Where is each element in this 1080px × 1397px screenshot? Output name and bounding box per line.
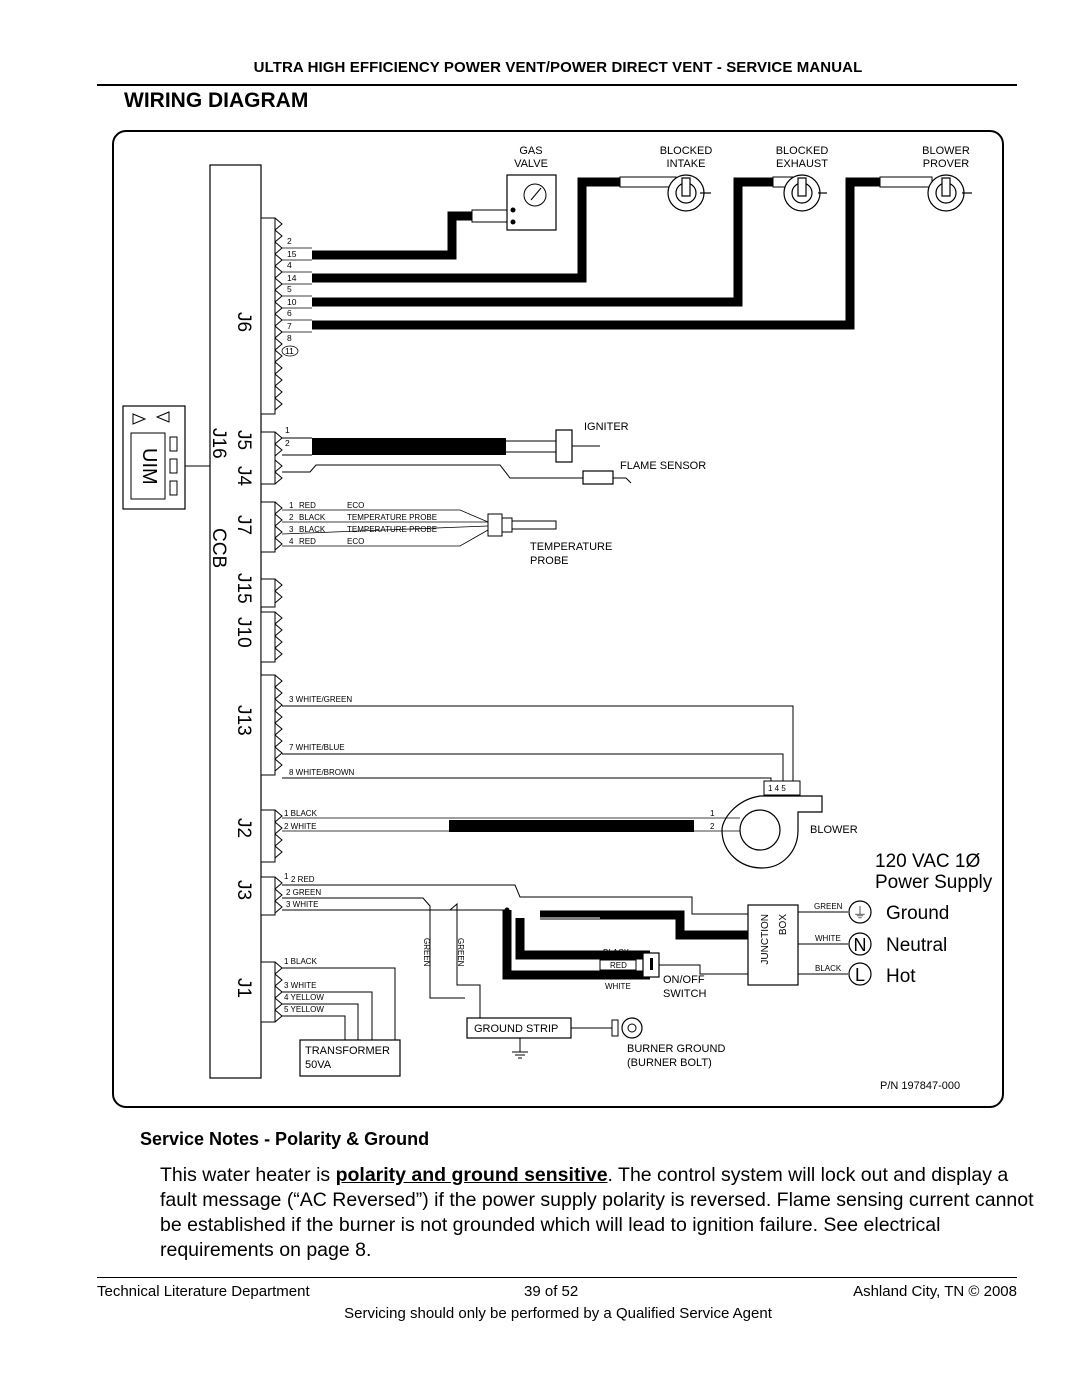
j7-connector [261,502,282,552]
j3-wire: 2 RED [291,875,315,884]
j6-pin: 8 [287,333,292,343]
j1-wire: 1 BLACK [284,957,317,966]
j7-wire-fn: TEMPERATURE PROBE [347,525,438,534]
flame-sensor-label: FLAME SENSOR [620,460,707,472]
transformer-label: 50VA [305,1059,332,1071]
junction-wire: BLACK [815,964,842,973]
flame-sensor [583,471,631,484]
j6-pin: 7 [287,321,292,331]
notes-emphasis: polarity and ground sensitive [335,1164,608,1186]
j1-connector [261,962,282,1022]
footer-location: Ashland City, TN © 2008 [853,1283,1017,1300]
section-title: WIRING DIAGRAM [124,89,309,112]
blower-label: BLOWER [810,824,858,836]
ground-label: Ground [886,903,950,924]
ccb-label: CCB [208,528,229,569]
part-number: P/N 197847-000 [880,1080,961,1092]
on-off-switch-label: SWITCH [663,988,707,1000]
j6-pin: 14 [287,273,297,283]
j10-label: J10 [233,617,254,648]
switch-wire: WHITE [605,982,631,991]
j7-wire-color: BLACK [299,525,326,534]
j13-wire: 3 WHITE/GREEN [289,695,353,704]
j6-pin: 10 [287,297,297,307]
j3-wire: 1 [284,872,289,881]
j10-connector [261,612,282,662]
j6-pin: 15 [287,249,297,259]
blocked-intake-wire [312,182,620,278]
junction-box-label: BOX [778,914,789,936]
j6-pin: 4 [287,260,292,270]
blocked-intake-switch [668,175,711,211]
uim-label: UIM [138,448,160,485]
hot-label: Hot [886,966,916,987]
blower-pins: 1 4 5 [768,784,786,793]
temperature-probe-label: TEMPERATURE [530,541,613,553]
j2-wire: 1 BLACK [284,809,317,818]
gas-valve-label: VALVE [514,158,548,170]
blocked-intake-label: INTAKE [666,158,706,170]
blocked-exhaust-switch [784,175,827,211]
notes-text: . The control system will lock out and display a fault message (“AC Reversed”) if the power supply polarity is reversed. Flame sensing current cannot be established if the burner is not grounded which will lead to ignition failure. See electrical requirements on page 8. [160,1164,1034,1261]
igniter-harness [312,438,506,455]
blower-wire-num: 1 [710,809,715,818]
j6-pin: 2 [287,236,292,246]
j15-label: J15 [233,573,254,604]
green-wire-label: GREEN [422,938,431,967]
j6-connector [261,218,282,414]
footer-page-number: 39 of 52 [524,1283,579,1300]
notes-paragraph [160,1163,1040,1263]
j7-wire-num: 3 [289,525,294,534]
blower-prover-switch [928,175,972,211]
j5-j4-connector [261,432,282,484]
green-wire-label: GREEN [456,938,465,967]
junction-wire: GREEN [814,902,843,911]
manual-title: ULTRA HIGH EFFICIENCY POWER VENT/POWER DIRECT VENT - SERVICE MANUAL [253,59,863,76]
j7-wire-color: RED [299,501,316,510]
j3-label: J3 [233,880,254,901]
junction-box-label: JUNCTION [760,914,771,965]
switch-wire: BLACK [603,948,630,957]
j1-wire: 5 YELLOW [284,1005,324,1014]
j3-wire: 2 GREEN [286,888,322,897]
ground-strip-label: GROUND STRIP [474,1023,559,1035]
blocked-exhaust-label: BLOCKED [775,145,829,157]
burner-ground-bolt [612,1018,642,1038]
j7-wire-num: 1 [289,501,294,510]
j5-pin: 1 [285,425,290,435]
hot-symbol-icon: L [854,965,866,985]
igniter [556,430,600,462]
j5-label: J5 [233,430,254,451]
j7-wire-num: 4 [289,537,294,546]
on-off-switch-label: ON/OFF [663,974,705,986]
blower-wire-num: 2 [710,822,715,831]
blower-prover-label: PROVER [922,158,970,170]
j13-label: J13 [233,705,254,736]
j1-wire: 3 WHITE [284,981,317,990]
burner-ground-label: BURNER GROUND [627,1043,726,1055]
j3-connector [261,877,282,915]
footer-rule [97,1277,1017,1278]
j7-wire-color: RED [299,537,316,546]
power-supply-voltage: 120 VAC 1Ø [875,851,981,872]
blower [722,781,822,868]
j1-wire: 4 YELLOW [284,993,324,1002]
j4-label: J4 [233,466,254,487]
j7-label: J7 [233,515,254,536]
gas-valve-label: GAS [519,145,543,157]
burner-ground-label: (BURNER BOLT) [627,1057,712,1069]
notes-text: This water heater is [160,1164,336,1186]
neutral-label: Neutral [886,935,948,956]
j7-wire-fn: ECO [347,501,365,510]
j6-pin: 6 [287,308,292,318]
blocked-exhaust-label: EXHAUST [776,158,828,170]
j6-pin: 5 [287,284,292,294]
j13-wire: 7 WHITE/BLUE [289,743,345,752]
j15-connector [261,579,282,607]
j2-connector [261,810,282,862]
junction-wire: WHITE [815,934,841,943]
footer-department: Technical Literature Department [97,1283,310,1300]
igniter-label: IGNITER [584,421,629,433]
j5-pin: 2 [285,438,290,448]
transformer-label: TRANSFORMER [305,1045,390,1057]
gas-valve [507,175,556,230]
j13-connector [261,675,282,775]
neutral-symbol-icon: N [853,935,867,955]
temperature-probe [488,514,556,536]
j2-wire: 2 WHITE [284,822,317,831]
j6-pin: 11 [285,346,294,356]
blower-power-harness [449,820,694,832]
gas-valve-wire [312,216,472,255]
j16-label: J16 [208,428,229,459]
j6-label: J6 [233,312,254,333]
switch-wire: RED [610,961,627,970]
footer-service-note: Servicing should only be performed by a Qualified Service Agent [344,1305,772,1322]
temperature-probe-label: PROBE [530,555,569,567]
blocked-intake-label: BLOCKED [659,145,713,157]
j7-wire-num: 2 [289,513,294,522]
j1-label: J1 [233,978,254,999]
notes-heading: Service Notes - Polarity & Ground [140,1129,430,1149]
j13-wire: 8 WHITE/BROWN [289,768,355,777]
j3-wire: 3 WHITE [286,900,319,909]
j7-wire-fn: ECO [347,537,365,546]
j7-wire-fn: TEMPERATURE PROBE [347,513,438,522]
power-supply-label: Power Supply [875,872,993,893]
junction-box [748,905,798,985]
j7-wire-color: BLACK [299,513,326,522]
j2-label: J2 [233,818,254,839]
ground-symbol-icon: ⏚ [852,905,868,922]
blower-prover-label: BLOWER [922,145,970,157]
uim-module [123,406,210,509]
